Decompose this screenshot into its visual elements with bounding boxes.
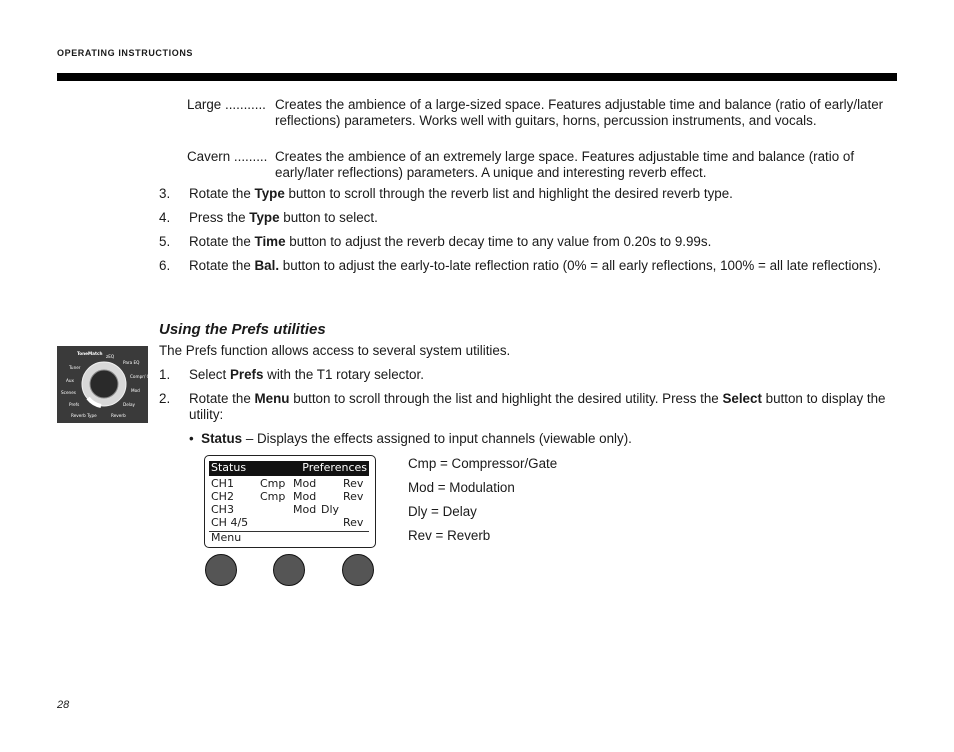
lcd-display (204, 455, 376, 548)
definition-large: Creates the ambience of a large-sized space. Features adjustable time and balance (ratio of early/later reflections) parameters. Works well with guitars, horns, percussion instruments, and vocals. (275, 97, 884, 128)
step-number: 3. (159, 186, 171, 201)
step-4: Press the Type button to select. (189, 210, 378, 225)
step-3: Rotate the Type button to scroll through the reverb list and highlight the desired reverb type. (189, 186, 733, 201)
dial-label: Reverb (111, 413, 126, 418)
bullet-marker: • (189, 431, 194, 446)
dial-illustration (57, 346, 157, 423)
lcd-menu-label: Menu (211, 531, 242, 544)
step-6: Rotate the Bal. button to adjust the early-to-late reflection ratio (0% = all early reflections, 100% = all late reflections). (189, 258, 882, 273)
menu-knob[interactable] (205, 554, 237, 586)
right-knob[interactable] (342, 554, 374, 586)
step-number: 4. (159, 210, 171, 225)
lcd-title-status: Status (211, 461, 247, 474)
term-large: Large ........... (187, 97, 266, 112)
rotary-selector-image (57, 346, 157, 423)
prefs-intro: The Prefs function allows access to several system utilities. (159, 343, 511, 358)
legend-mod: Mod = Modulation (408, 480, 515, 495)
lcd-row: CH 4/5 Rev (211, 516, 364, 529)
dial-label: Aux (66, 378, 74, 383)
step-5: Rotate the Time button to adjust the reverb decay time to any value from 0.20s to 9.99s. (189, 234, 712, 249)
dial-label: Reverb Type (71, 413, 97, 418)
term-cavern: Cavern ......... (187, 149, 268, 164)
lcd-footer (209, 532, 369, 545)
middle-knob[interactable] (273, 554, 305, 586)
step-number: 5. (159, 234, 171, 249)
dial-label: Prefs (69, 402, 80, 407)
step-number: 6. (159, 258, 171, 273)
lcd-row: CH2 Cmp Mod Rev (211, 490, 364, 503)
dial-label: Para EQ (123, 360, 140, 365)
lcd-title-bar (209, 461, 369, 476)
legend-dly: Dly = Delay (408, 504, 477, 519)
dial-label: Delay (123, 402, 136, 407)
step-number: 2. (159, 391, 171, 406)
page-number: 28 (57, 699, 70, 711)
prefs-step-1: Select Prefs with the T1 rotary selector. (189, 367, 424, 382)
lcd-row: CH3 Mod Dly (211, 503, 340, 516)
definition-cavern: Creates the ambience of an extremely large space. Features adjustable time and balance (ratio of early/later reflections) parameters. A unique and interesting reverb effect. (275, 149, 855, 180)
dial-label: Mod (131, 388, 140, 393)
section-header: OPERATING INSTRUCTIONS (57, 48, 194, 58)
lcd-row: CH1 Cmp Mod Rev (211, 477, 364, 490)
legend-cmp: Cmp = Compressor/Gate (408, 456, 558, 471)
step-number: 1. (159, 367, 171, 382)
dial-label: Tuner (69, 365, 81, 370)
dial-label: Scenes (61, 390, 76, 395)
dial-brand: ToneMatch (77, 351, 103, 356)
dial-label: Compr/ Gate (130, 374, 157, 379)
lcd-title-preferences: Preferences (302, 461, 367, 474)
section-heading: Using the Prefs utilities (159, 321, 326, 338)
bullet-status: • Status – Displays the effects assigned to input channels (viewable only). (189, 431, 632, 446)
prefs-step-2: Rotate the Menu button to scroll through the list and highlight the desired utility. Press the Select button to display the utility: (189, 391, 886, 422)
header-rule (57, 73, 897, 81)
dial-label: zEQ (106, 354, 115, 359)
legend-rev: Rev = Reverb (408, 528, 491, 543)
